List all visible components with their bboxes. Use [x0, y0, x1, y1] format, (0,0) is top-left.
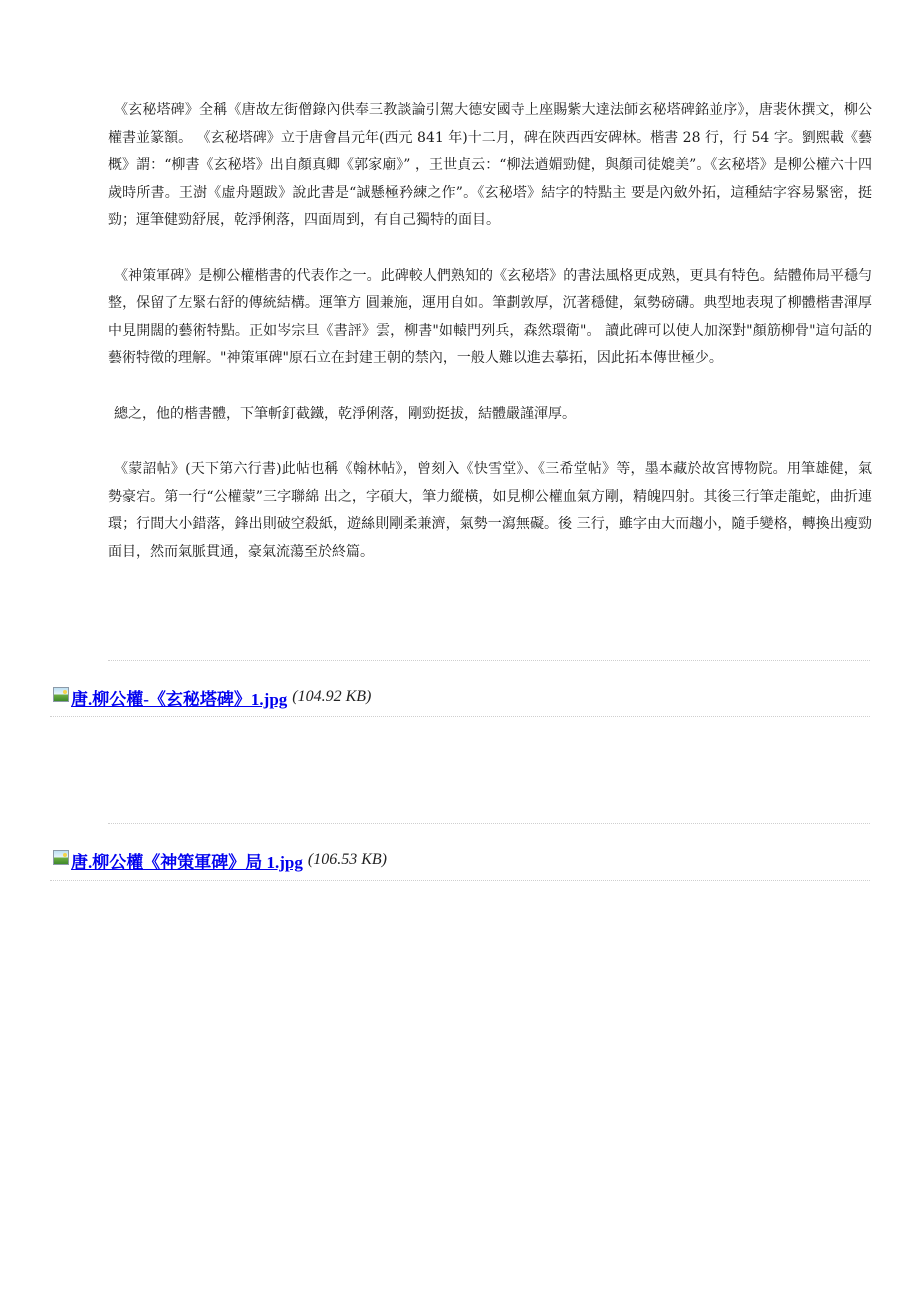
divider — [108, 823, 870, 824]
paragraph-shence-army: 《神策軍碑》是柳公權楷書的代表作之一。此碑較人們熟知的《玄秘塔》的書法風格更成熟，更具有特色。結體佈局平穩勻整，保留了左緊右舒的傳統結構。運筆方 圓兼施，運用自如。筆劃敦厚，沉著穩健，氣勢磅礴。典型地表現了柳體楷書渾厚中見開闊的藝術特點。正如岑宗旦《書評》雲，柳書"如轅門列兵，森然環衛"。 讀此碑可以使人加深對"顏筋柳骨"這句話的藝術特徵的理解。"神策軍碑"原石立在封建王朝的禁內，一般人難以進去摹拓，因此拓本傳世極少。 — [108, 267, 872, 366]
divider — [108, 660, 870, 661]
attachment-size: (104.92 KB) — [292, 688, 372, 705]
image-file-icon — [53, 850, 69, 865]
attachment-item — [53, 686, 371, 708]
divider — [50, 880, 870, 881]
image-file-icon — [53, 687, 69, 702]
attachment-link[interactable]: 唐.柳公權《神策軍碑》局 1.jpg — [71, 852, 303, 872]
attachment-size: (106.53 KB) — [307, 851, 387, 868]
paragraph-mengzhao: 《蒙詔帖》(天下第六行書)此帖也稱《翰林帖》，曾刻入《快雪堂》、《三希堂帖》等，墨本藏於故宮博物院。用筆雄健，氣勢豪宕。第一行“公權蒙”三字聯綿 出之，字碩大，筆力縱橫，如見柳公權血氣方剛，精魄四射。其後三行筆走龍蛇，曲折連環；行間大小錯落，鋒出則破空殺紙，遊絲則剛柔兼濟，氣勢一瀉無礙。後 三行，雖字由大而趨小，隨手變格，轉換出瘦勁面目，然而氣脈貫通，豪氣流蕩至於終篇。 — [108, 461, 872, 560]
divider — [50, 716, 870, 717]
paragraph-summary: 總之，他的楷書體，下筆斬釘截鐵，乾淨俐落，剛勁挺拔，結體嚴謹渾厚。 — [114, 405, 576, 422]
article-body — [108, 97, 872, 566]
paragraph-xuanmi-tower: 《玄秘塔碑》全稱《唐故左街僧錄內供奉三教談論引駕大德安國寺上座賜紫大達法師玄秘塔碑銘並序》，唐裴休撰文，柳公權書並篆額。 《玄秘塔碑》立于唐會昌元年(西元 841 年)十二月，碑在陝西西安碑林。楷書 28 行，行 54 字。劉熙載《藝概》謂：“柳書《玄秘塔》出自顏真卿《郭家廟》” ，王世貞云：“柳法遒媚勁健，與顏司徒媲美”。《玄秘塔》是柳公權六十四歲時所書。王澍《虛舟題跋》說此書是“誠懸極矜練之作”。《玄秘塔》結字的特點主 要是內斂外拓，這種結字容易緊密，挺勁；運筆健勁舒展，乾淨俐落，四面周到，有自己獨特的面目。 — [108, 102, 872, 228]
attachment-item — [53, 849, 387, 871]
attachment-link[interactable]: 唐.柳公權-《玄秘塔碑》1.jpg — [71, 689, 288, 709]
